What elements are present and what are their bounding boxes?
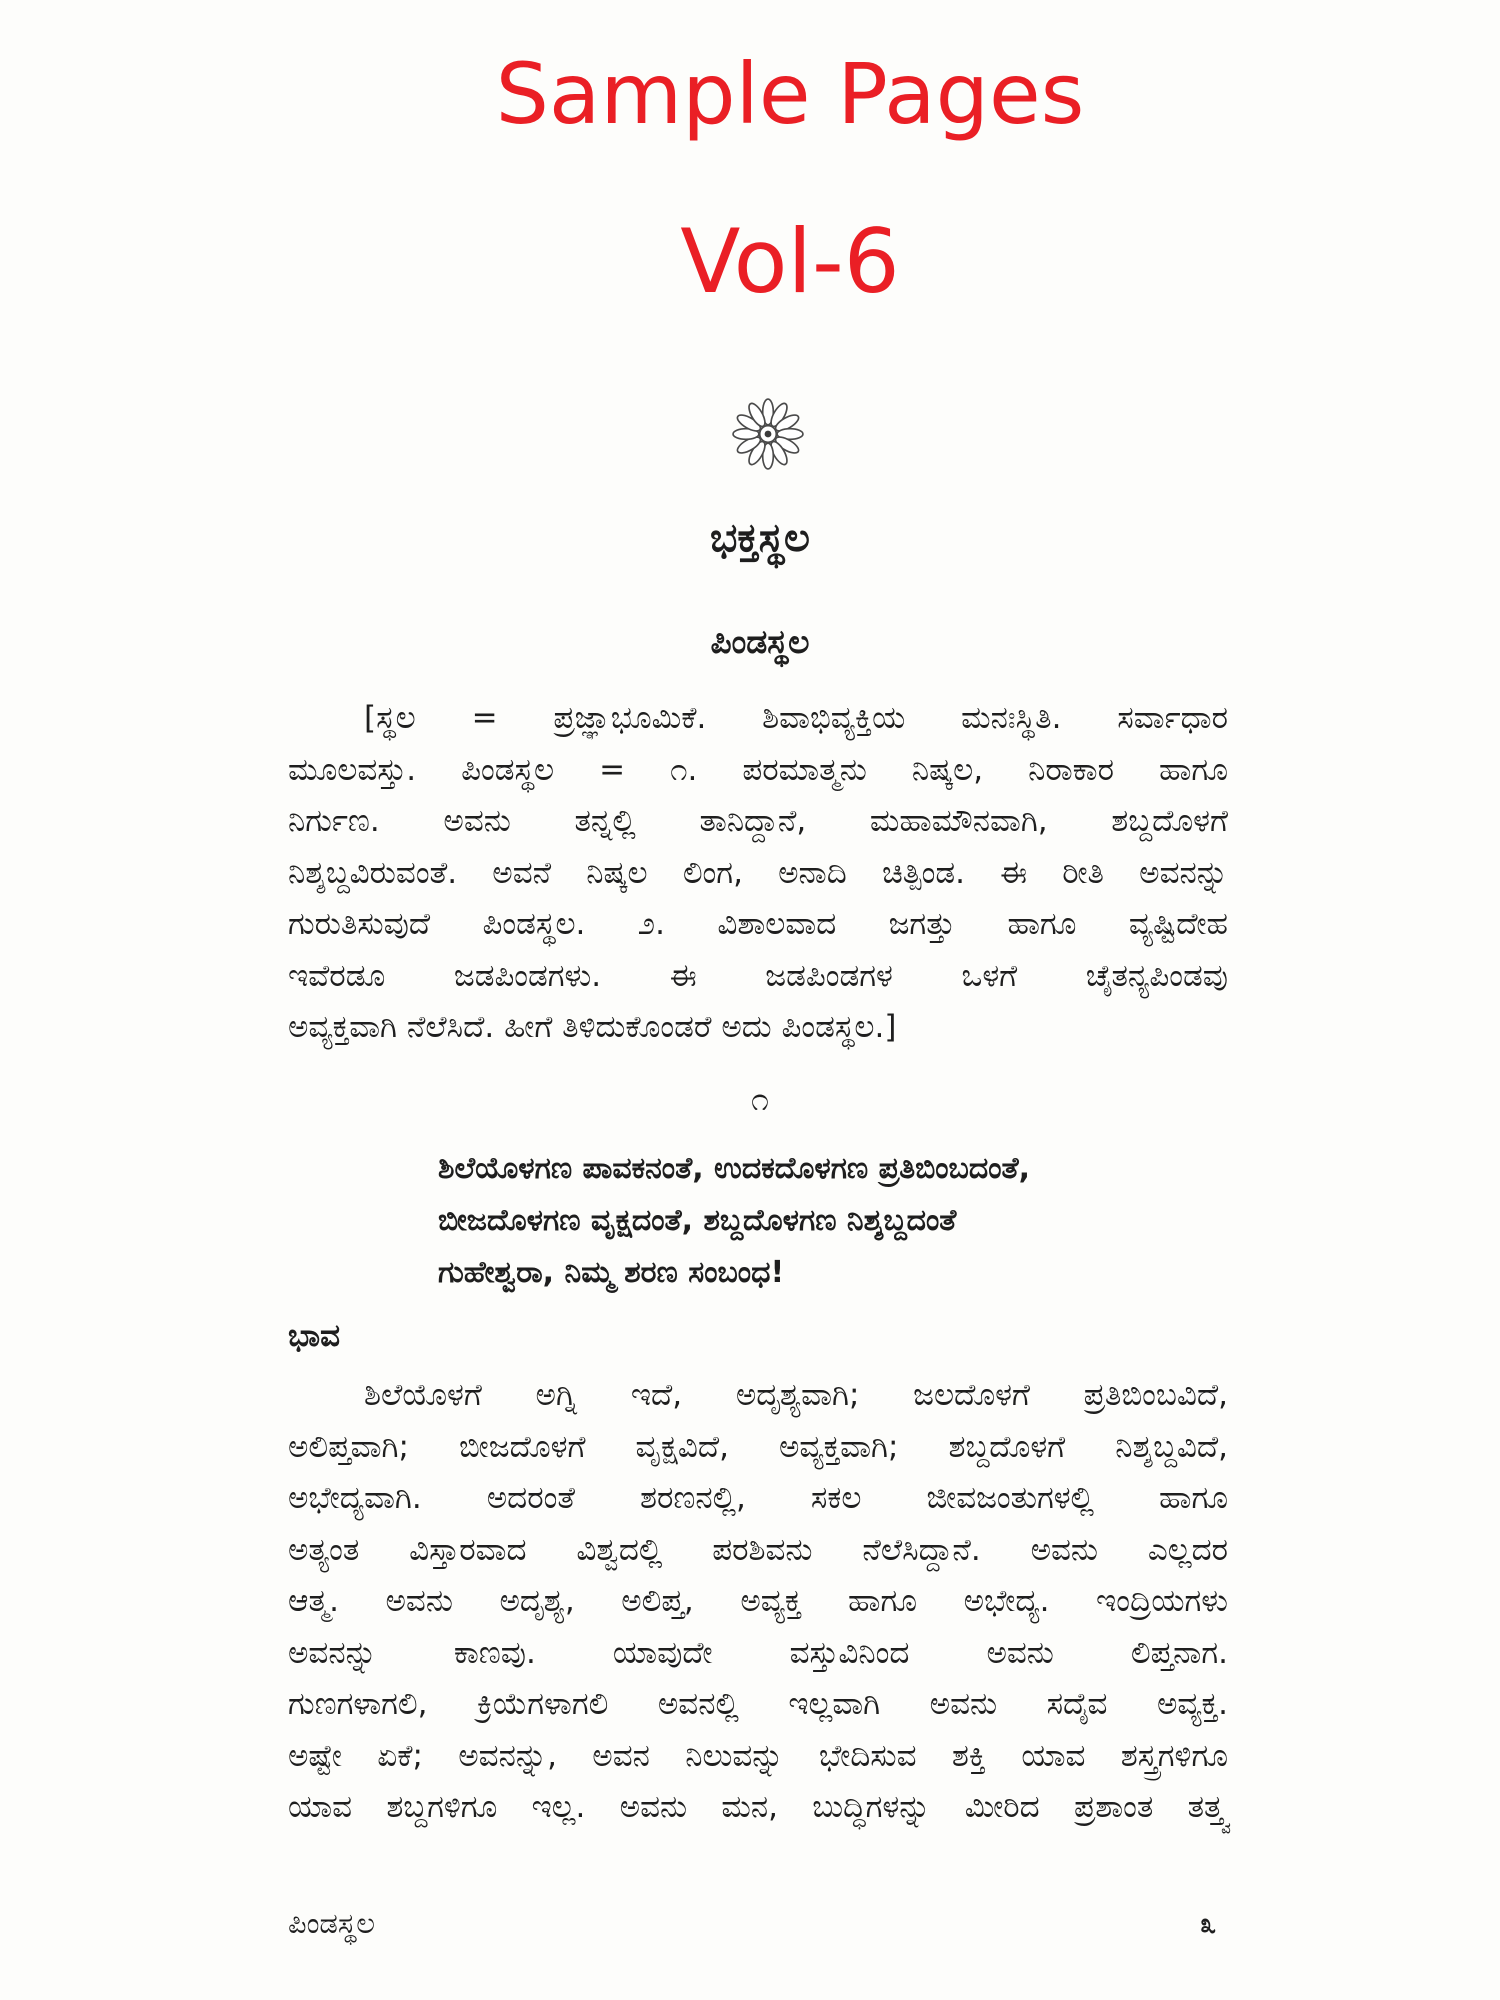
intro-line: ನಿರ್ಗುಣ. ಅವನು ತನ್ನಲ್ಲಿ ತಾನಿದ್ದಾನೆ, ಮಹಾಮೌನವಾಗಿ, ಶಬ್ದದೊಳಗೆ (288, 803, 1228, 839)
intro-line: ಗುರುತಿಸುವುದೆ ಪಿಂಡಸ್ಥಲ. ೨. ವಿಶಾಲವಾದ ಜಗತ್ತು ಹಾಗೂ ವ್ಯಷ್ಟಿದೇಹ (288, 906, 1228, 942)
bhava-line: ಯಾವ ಶಬ್ದಗಳಿಗೂ ಇಲ್ಲ. ಅವನು ಮನ, ಬುದ್ಧಿಗಳನ್ನು ಮೀರಿದ ಪ್ರಶಾಂತ ತತ್ತ್ವ (288, 1789, 1228, 1825)
intro-line: ಅವ್ಯಕ್ತವಾಗಿ ನೆಲೆಸಿದೆ. ಹೀಗೆ ತಿಳಿದುಕೊಂಡರೆ ಅದು ಪಿಂಡಸ್ಥಲ.] (288, 1009, 897, 1045)
bhava-line: ಆತ್ಮ. ಅವನು ಅದೃಶ್ಯ, ಅಲಿಪ್ತ, ಅವ್ಯಕ್ತ ಹಾಗೂ ಅಭೇದ್ಯ. ಇಂದ್ರಿಯಗಳು (288, 1583, 1228, 1619)
page-number: ೩ (1200, 1906, 1217, 1940)
bhava-line: ಅಲಿಪ್ತವಾಗಿ; ಬೀಜದೊಳಗೆ ವೃಕ್ಷವಿದೆ, ಅವ್ಯಕ್ತವಾಗಿ; ಶಬ್ದದೊಳಗೆ ನಿಶ್ಶಬ್ದವಿದೆ, (288, 1428, 1228, 1465)
chapter-heading: ಭಕ್ತಸ್ಥಲ (710, 515, 810, 561)
sample-pages-banner: Sample Pages (495, 45, 1085, 143)
bhava-paragraph (288, 1370, 1228, 1834)
verse-line: ಗುಹೇಶ್ವರಾ, ನಿಮ್ಮ ಶರಣ ಸಂಬಂಧ! (438, 1255, 785, 1290)
verse-line: ಶಿಲೆಯೊಳಗಣ ಪಾವಕನಂತೆ, ಉದಕದೊಳಗಣ ಪ್ರತಿಬಿಂಬದಂತೆ, (438, 1151, 1031, 1186)
intro-line: ನಿಶ್ಶಬ್ದವಿರುವಂತೆ. ಅವನೆ ನಿಷ್ಕಲ ಲಿಂಗ, ಅನಾದಿ ಚಿತ್ಪಿಂಡ. ಈ ರೀತಿ ಅವನನ್ನು (288, 854, 1228, 891)
intro-paragraph (288, 693, 1228, 1054)
bhava-heading: ಭಾವ (288, 1318, 341, 1354)
bhava-line: ಅವನನ್ನು ಕಾಣವು. ಯಾವುದೇ ವಸ್ತುವಿನಿಂದ ಅವನು ಲಿಪ್ತನಾಗ. (288, 1634, 1228, 1671)
vachana-verse (438, 1143, 1218, 1299)
flower-ornament-icon (730, 396, 806, 472)
bhava-line: ಅಷ್ಟೇ ಏಕೆ; ಅವನನ್ನು, ಅವನ ನಿಲುವನ್ನು ಭೇದಿಸುವ ಶಕ್ತಿ ಯಾವ ಶಸ್ತ್ರಗಳಿಗೂ (288, 1737, 1228, 1774)
intro-line: [ಸ್ಥಲ = ಪ್ರಜ್ಞಾಭೂಮಿಕೆ. ಶಿವಾಭಿವ್ಯಕ್ತಿಯ ಮನಃಸ್ಥಿತಿ. ಸರ್ವಾಧಾರ (364, 700, 1228, 736)
section-heading: ಪಿಂಡಸ್ಥಲ (710, 622, 810, 661)
bhava-line: ಗುಣಗಳಾಗಲಿ, ಕ್ರಿಯೆಗಳಾಗಲಿ ಅವನಲ್ಲಿ ಇಲ್ಲವಾಗಿ ಅವನು ಸದೈವ ಅವ್ಯಕ್ತ. (288, 1686, 1228, 1722)
bhava-line: ಅತ್ಯಂತ ವಿಸ್ತಾರವಾದ ವಿಶ್ವದಲ್ಲಿ ಪರಶಿವನು ನೆಲೆಸಿದ್ದಾನೆ. ಅವನು ಎಲ್ಲದರ (288, 1531, 1228, 1568)
bhava-line: ಶಿಲೆಯೊಳಗೆ ಅಗ್ನಿ ಇದೆ, ಅದೃಶ್ಯವಾಗಿ; ಜಲದೊಳಗೆ ಪ್ರತಿಬಿಂಬವಿದೆ, (364, 1377, 1228, 1413)
volume-banner: Vol-6 (680, 210, 900, 313)
intro-line: ಇವೆರಡೂ ಜಡಪಿಂಡಗಳು. ಈ ಜಡಪಿಂಡಗಳ ಒಳಗೆ ಚೈತನ್ಯಪಿಂಡವು (288, 957, 1228, 994)
vachana-number: ೧ (751, 1080, 769, 1118)
running-title: ಪಿಂಡಸ್ಥಲ (288, 1906, 376, 1940)
intro-line: ಮೂಲವಸ್ತು. ಪಿಂಡಸ್ಥಲ = ೧. ಪರಮಾತ್ಮನು ನಿಷ್ಕಲ, ನಿರಾಕಾರ ಹಾಗೂ (288, 751, 1228, 788)
verse-line: ಬೀಜದೊಳಗಣ ವೃಕ್ಷದಂತೆ, ಶಬ್ದದೊಳಗಣ ನಿಶ್ಶಬ್ದದಂತೆ (438, 1203, 957, 1238)
bhava-line: ಅಭೇದ್ಯವಾಗಿ. ಅದರಂತೆ ಶರಣನಲ್ಲಿ, ಸಕಲ ಜೀವಜಂತುಗಳಲ್ಲಿ ಹಾಗೂ (288, 1480, 1228, 1516)
